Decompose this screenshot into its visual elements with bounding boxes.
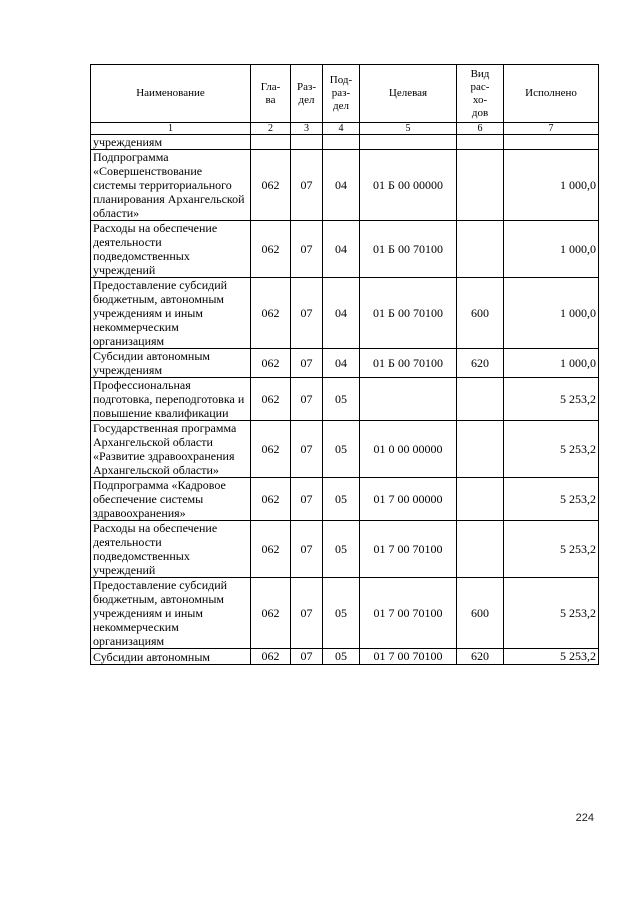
cell-razdel: 07 (291, 421, 323, 478)
cell-name: Расходы на обеспечение деятельности подведомственных учреждений (91, 521, 251, 578)
column-number: 7 (504, 123, 599, 135)
cell-podrazdel (323, 135, 360, 150)
cell-vid-raskhodov (457, 378, 504, 421)
cell-podrazdel: 04 (323, 278, 360, 349)
header-name: Наименование (91, 65, 251, 123)
cell-razdel: 07 (291, 378, 323, 421)
cell-vid-raskhodov (457, 521, 504, 578)
cell-tselevaya: 01 Б 00 70100 (360, 221, 457, 278)
cell-tselevaya: 01 Б 00 00000 (360, 150, 457, 221)
cell-glava: 062 (251, 421, 291, 478)
cell-name: Предоставление субсидий бюджетным, автономным учреждениям и иным некоммерческим организациям (91, 578, 251, 649)
column-number-row (91, 123, 599, 135)
cell-tselevaya: 01 7 00 70100 (360, 649, 457, 665)
table-row (91, 278, 599, 349)
cell-glava: 062 (251, 578, 291, 649)
cell-ispolneno: 5 253,2 (504, 421, 599, 478)
cell-vid-raskhodov (457, 421, 504, 478)
table-header-row (91, 65, 599, 123)
column-number: 5 (360, 123, 457, 135)
cell-glava: 062 (251, 278, 291, 349)
cell-name: Подпрограмма «Кадровое обеспечение системы здравоохранения» (91, 478, 251, 521)
cell-tselevaya: 01 7 00 00000 (360, 478, 457, 521)
cell-ispolneno: 5 253,2 (504, 521, 599, 578)
cell-name: Подпрограмма «Совершенствование системы территориального планирования Архангельской области» (91, 150, 251, 221)
cell-ispolneno: 1 000,0 (504, 150, 599, 221)
cell-ispolneno: 1 000,0 (504, 278, 599, 349)
cell-tselevaya: 01 7 00 70100 (360, 521, 457, 578)
page-number: 224 (575, 812, 594, 824)
cell-ispolneno: 5 253,2 (504, 649, 599, 665)
cell-vid-raskhodov (457, 221, 504, 278)
header-razdel: Раз- дел (291, 65, 323, 123)
cell-vid-raskhodov: 620 (457, 649, 504, 665)
cell-glava: 062 (251, 521, 291, 578)
cell-glava: 062 (251, 221, 291, 278)
cell-podrazdel: 05 (323, 421, 360, 478)
cell-vid-raskhodov: 620 (457, 349, 504, 378)
cell-vid-raskhodov: 600 (457, 278, 504, 349)
cell-vid-raskhodov (457, 135, 504, 150)
cell-ispolneno: 1 000,0 (504, 221, 599, 278)
cell-razdel: 07 (291, 578, 323, 649)
table-body (91, 135, 599, 665)
cell-podrazdel: 05 (323, 578, 360, 649)
cell-razdel: 07 (291, 221, 323, 278)
cell-glava (251, 135, 291, 150)
cell-tselevaya: 01 Б 00 70100 (360, 349, 457, 378)
cell-podrazdel: 04 (323, 221, 360, 278)
table-row (91, 221, 599, 278)
column-number: 6 (457, 123, 504, 135)
cell-podrazdel: 05 (323, 521, 360, 578)
cell-name: Профессиональная подготовка, переподготовка и повышение квалификации (91, 378, 251, 421)
table-row (91, 521, 599, 578)
cell-ispolneno: 1 000,0 (504, 349, 599, 378)
cell-tselevaya: 01 0 00 00000 (360, 421, 457, 478)
cell-razdel: 07 (291, 478, 323, 521)
cell-ispolneno (504, 135, 599, 150)
column-number: 2 (251, 123, 291, 135)
column-number: 3 (291, 123, 323, 135)
header-vid-raskhodov: Вид рас- хо- дов (457, 65, 504, 123)
cell-vid-raskhodov (457, 478, 504, 521)
cell-podrazdel: 05 (323, 378, 360, 421)
cell-name: Расходы на обеспечение деятельности подведомственных учреждений (91, 221, 251, 278)
table-row (91, 150, 599, 221)
header-podrazdel: Под- раз- дел (323, 65, 360, 123)
cell-razdel: 07 (291, 150, 323, 221)
table-row (91, 478, 599, 521)
cell-podrazdel: 04 (323, 349, 360, 378)
cell-name: Предоставление субсидий бюджетным, автономным учреждениям и иным некоммерческим организациям (91, 278, 251, 349)
table-row (91, 378, 599, 421)
cell-name: учреждениям (91, 135, 251, 150)
table-row (91, 578, 599, 649)
cell-name: Субсидии автономным (91, 649, 251, 665)
cell-razdel: 07 (291, 349, 323, 378)
cell-razdel: 07 (291, 649, 323, 665)
cell-glava: 062 (251, 649, 291, 665)
column-number: 1 (91, 123, 251, 135)
table-row (91, 649, 599, 665)
cell-ispolneno: 5 253,2 (504, 478, 599, 521)
header-ispolneno: Исполнено (504, 65, 599, 123)
cell-razdel: 07 (291, 278, 323, 349)
cell-glava: 062 (251, 150, 291, 221)
cell-podrazdel: 05 (323, 649, 360, 665)
cell-tselevaya: 01 7 00 70100 (360, 578, 457, 649)
cell-glava: 062 (251, 349, 291, 378)
table-row (91, 135, 599, 150)
cell-ispolneno: 5 253,2 (504, 378, 599, 421)
cell-tselevaya (360, 378, 457, 421)
cell-tselevaya (360, 135, 457, 150)
budget-execution-table (90, 64, 599, 665)
cell-podrazdel: 04 (323, 150, 360, 221)
cell-vid-raskhodov (457, 150, 504, 221)
cell-vid-raskhodov: 600 (457, 578, 504, 649)
column-number: 4 (323, 123, 360, 135)
cell-razdel (291, 135, 323, 150)
table-row (91, 421, 599, 478)
header-tselevaya: Целевая (360, 65, 457, 123)
cell-name: Субсидии автономным учреждениям (91, 349, 251, 378)
cell-glava: 062 (251, 378, 291, 421)
cell-glava: 062 (251, 478, 291, 521)
table-row (91, 349, 599, 378)
header-glava: Гла- ва (251, 65, 291, 123)
cell-name: Государственная программа Архангельской области «Развитие здравоохранения Архангельской области» (91, 421, 251, 478)
cell-tselevaya: 01 Б 00 70100 (360, 278, 457, 349)
cell-podrazdel: 05 (323, 478, 360, 521)
cell-ispolneno: 5 253,2 (504, 578, 599, 649)
cell-razdel: 07 (291, 521, 323, 578)
